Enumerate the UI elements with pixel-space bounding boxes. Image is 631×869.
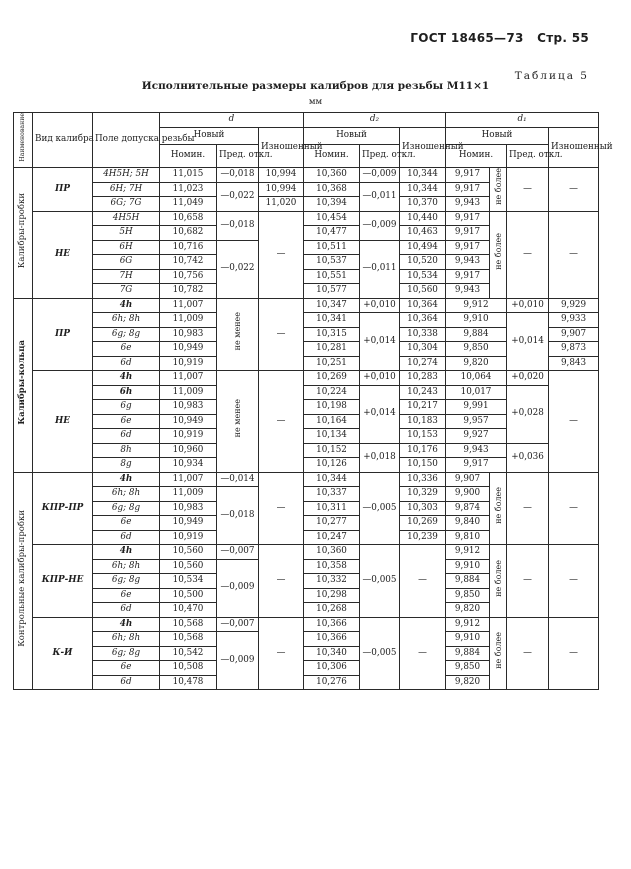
table-cell: 4h bbox=[93, 472, 160, 487]
table-row bbox=[14, 298, 599, 313]
table-cell: 10,949 bbox=[160, 516, 217, 531]
d2-worn-header: Изношенный bbox=[400, 128, 446, 168]
table-cell: 9,917 bbox=[446, 182, 490, 197]
table-cell: 10,508 bbox=[160, 661, 217, 676]
table-cell: 10,364 bbox=[400, 313, 446, 328]
col-d-header: d bbox=[160, 113, 304, 128]
table-cell: 10,224 bbox=[304, 385, 360, 400]
table-cell: — bbox=[507, 617, 549, 690]
table-cell: —0,018 bbox=[217, 168, 259, 183]
table-cell: — bbox=[507, 472, 549, 545]
table-cell: 10,347 bbox=[304, 298, 360, 313]
standard-number: ГОСТ 18465—73 bbox=[410, 31, 524, 45]
table-cell: 6e bbox=[93, 588, 160, 603]
table-cell: —0,011 bbox=[360, 240, 400, 298]
table-cell: — bbox=[400, 617, 446, 690]
table-row bbox=[14, 545, 599, 560]
table-cell: 4H5H; 5H bbox=[93, 168, 160, 183]
d-dev-header: Пред. откл. bbox=[217, 145, 259, 168]
table-cell: 9,840 bbox=[446, 516, 490, 531]
table-cell: 9,873 bbox=[549, 342, 599, 357]
table-cell: 9,912 bbox=[446, 545, 490, 560]
table-cell: 10,949 bbox=[160, 414, 217, 429]
table-cell: 10,164 bbox=[304, 414, 360, 429]
table-row bbox=[14, 168, 599, 183]
table-cell: 10,960 bbox=[160, 443, 217, 458]
table-cell: — bbox=[259, 617, 304, 690]
table-cell: 6H; 7H bbox=[93, 182, 160, 197]
col-tolerance-header: Поле допуска резьбы bbox=[93, 113, 160, 168]
table-cell: 7H bbox=[93, 269, 160, 284]
table-cell: +0,014 bbox=[507, 313, 549, 371]
table-cell: — bbox=[507, 211, 549, 298]
table-cell: 10,534 bbox=[160, 574, 217, 589]
table-cell: 9,910 bbox=[446, 313, 507, 328]
d1-dev-header: Пред. откл. bbox=[507, 145, 549, 168]
table-cell: 9,917 bbox=[446, 226, 490, 241]
table-cell: 10,560 bbox=[160, 559, 217, 574]
table-cell: 10,315 bbox=[304, 327, 360, 342]
table-cell: 10,341 bbox=[304, 313, 360, 328]
table-cell: 10,281 bbox=[304, 342, 360, 357]
table-cell: 10,511 bbox=[304, 240, 360, 255]
d1-worn-header: Изношенный bbox=[549, 128, 599, 168]
table-cell: 9,933 bbox=[549, 313, 599, 328]
table-cell: 10,017 bbox=[446, 385, 507, 400]
table-cell: 10,360 bbox=[304, 545, 360, 560]
table-cell: 6d bbox=[93, 603, 160, 618]
table-cell: +0,010 bbox=[507, 298, 549, 313]
d2-nominal-header: Номин. bbox=[304, 145, 360, 168]
table-cell: 6h; 8h bbox=[93, 313, 160, 328]
table-cell: 6g; 8g bbox=[93, 327, 160, 342]
table-cell: 10,303 bbox=[400, 501, 446, 516]
table-cell: 10,283 bbox=[400, 371, 446, 386]
table-cell: — bbox=[549, 168, 599, 212]
table-cell: 10,494 bbox=[400, 240, 446, 255]
table-cell: 9,943 bbox=[446, 255, 490, 270]
table-cell: 9,912 bbox=[446, 617, 490, 632]
table-cell: 6g; 8g bbox=[93, 501, 160, 516]
table-cell: 11,007 bbox=[160, 472, 217, 487]
d2-dev-header: Пред. откл. bbox=[360, 145, 400, 168]
table-cell: 9,929 bbox=[549, 298, 599, 313]
d-new-header: Новый bbox=[160, 128, 259, 145]
table-caption: Исполнительные размеры калибров для резьбы M11×1 bbox=[141, 80, 490, 92]
table-cell: 11,007 bbox=[160, 298, 217, 313]
table-row bbox=[14, 617, 599, 632]
group-plugs: Калибры-пробки bbox=[14, 168, 33, 299]
kind-ne: НЕ bbox=[33, 371, 93, 473]
table-cell: 11,015 bbox=[160, 168, 217, 183]
kind-pr: ПР bbox=[33, 168, 93, 212]
table-cell: —0,018 bbox=[217, 487, 259, 545]
table-cell: 9,850 bbox=[446, 661, 490, 676]
note-not-more: не более bbox=[490, 168, 507, 212]
col-d2-header: d₂ bbox=[304, 113, 446, 128]
table-cell: 6d bbox=[93, 356, 160, 371]
table-cell: — bbox=[507, 168, 549, 212]
table-cell: — bbox=[259, 298, 304, 371]
table-cell: 10,338 bbox=[400, 327, 446, 342]
table-cell: —0,022 bbox=[217, 182, 259, 211]
table-cell: 10,682 bbox=[160, 226, 217, 241]
table-cell: 10,337 bbox=[304, 487, 360, 502]
table-cell: +0,028 bbox=[507, 385, 549, 443]
table-cell: —0,011 bbox=[360, 182, 400, 211]
kind-ne: НЕ bbox=[33, 211, 93, 298]
table-cell: 10,560 bbox=[400, 284, 446, 299]
d1-new-header: Новый bbox=[446, 128, 549, 145]
table-row bbox=[14, 443, 599, 458]
table-cell: —0,022 bbox=[217, 240, 259, 298]
table-cell: 10,994 bbox=[259, 168, 304, 183]
table-cell: 6d bbox=[93, 530, 160, 545]
table-cell: 10,560 bbox=[160, 545, 217, 560]
table-cell: 9,874 bbox=[446, 501, 490, 516]
table-cell: 6h bbox=[93, 385, 160, 400]
table-cell: 10,126 bbox=[304, 458, 360, 473]
table-cell: 9,943 bbox=[446, 197, 490, 212]
table-cell: 10,298 bbox=[304, 588, 360, 603]
table-cell: 10,344 bbox=[304, 472, 360, 487]
table-cell: 11,020 bbox=[259, 197, 304, 212]
table-cell: —0,009 bbox=[217, 559, 259, 617]
kind-kpr-pr: КПР-ПР bbox=[33, 472, 93, 545]
table-cell: 10,454 bbox=[304, 211, 360, 226]
table-cell: 10,756 bbox=[160, 269, 217, 284]
table-row bbox=[14, 371, 599, 386]
table-cell: — bbox=[259, 472, 304, 545]
table-cell: 6g; 8g bbox=[93, 574, 160, 589]
table-cell: 10,251 bbox=[304, 356, 360, 371]
table-cell: +0,018 bbox=[360, 443, 400, 472]
table-cell: 10,542 bbox=[160, 646, 217, 661]
col-kind-header: Вид калибра bbox=[33, 113, 93, 168]
table-cell: — bbox=[549, 617, 599, 690]
table-cell: 8g bbox=[93, 458, 160, 473]
note-not-more: не более bbox=[490, 211, 507, 298]
table-cell: 9,850 bbox=[446, 342, 507, 357]
table-cell: 9,907 bbox=[446, 472, 490, 487]
d1-nominal-header: Номин. bbox=[446, 145, 507, 168]
table-cell: 10,176 bbox=[400, 443, 446, 458]
table-cell: 5H bbox=[93, 226, 160, 241]
page-number: Стр. 55 bbox=[537, 31, 589, 45]
table-cell: 9,957 bbox=[446, 414, 507, 429]
table-cell: 9,991 bbox=[446, 400, 507, 415]
table-cell: —0,009 bbox=[360, 211, 400, 240]
table-cell: 10,152 bbox=[304, 443, 360, 458]
table-cell: 6d bbox=[93, 429, 160, 444]
table-cell: +0,014 bbox=[360, 385, 400, 443]
table-cell: —0,005 bbox=[360, 472, 400, 545]
table-cell: 11,049 bbox=[160, 197, 217, 212]
table-cell: 10,150 bbox=[400, 458, 446, 473]
table-cell: 11,023 bbox=[160, 182, 217, 197]
table-cell: 10,364 bbox=[400, 298, 446, 313]
table-cell: 9,820 bbox=[446, 603, 490, 618]
table-cell: —0,009 bbox=[217, 632, 259, 690]
table-cell: +0,020 bbox=[507, 371, 549, 386]
table-cell: 6H bbox=[93, 240, 160, 255]
table-cell: 10,658 bbox=[160, 211, 217, 226]
table-cell: 10,360 bbox=[304, 168, 360, 183]
table-cell: 10,336 bbox=[400, 472, 446, 487]
table-cell: 6G; 7G bbox=[93, 197, 160, 212]
table-cell: 10,368 bbox=[304, 182, 360, 197]
table-cell: 9,884 bbox=[446, 327, 507, 342]
table-cell: 10,782 bbox=[160, 284, 217, 299]
table-cell: —0,018 bbox=[217, 211, 259, 240]
table-cell: 10,919 bbox=[160, 530, 217, 545]
kind-pr: ПР bbox=[33, 298, 93, 371]
table-cell: +0,010 bbox=[360, 298, 400, 313]
group-control-plugs: Контрольные калибры-пробки bbox=[14, 472, 33, 690]
table-cell: 9,884 bbox=[446, 574, 490, 589]
table-cell: 10,064 bbox=[446, 371, 507, 386]
table-cell: 10,332 bbox=[304, 574, 360, 589]
table-cell: 10,370 bbox=[400, 197, 446, 212]
table-cell: 10,183 bbox=[400, 414, 446, 429]
table-cell: 10,919 bbox=[160, 356, 217, 371]
note-not-more: не более bbox=[490, 545, 507, 618]
table-cell: 10,217 bbox=[400, 400, 446, 415]
table-cell: 10,134 bbox=[304, 429, 360, 444]
table-unit: мм bbox=[308, 97, 323, 107]
table-cell: 10,269 bbox=[400, 516, 446, 531]
col-d1-header: d₁ bbox=[446, 113, 599, 128]
table-cell: 10,366 bbox=[304, 617, 360, 632]
table-cell: — bbox=[549, 545, 599, 618]
table-row bbox=[14, 211, 599, 226]
table-cell: 9,910 bbox=[446, 559, 490, 574]
table-cell: 9,917 bbox=[446, 240, 490, 255]
table-cell: 9,917 bbox=[446, 168, 490, 183]
table-cell: 10,478 bbox=[160, 675, 217, 690]
table-cell: 10,153 bbox=[400, 429, 446, 444]
table-cell: — bbox=[549, 371, 599, 473]
table-cell: 10,247 bbox=[304, 530, 360, 545]
table-cell: 10,366 bbox=[304, 632, 360, 647]
table-cell: 6g; 8g bbox=[93, 646, 160, 661]
table-cell: 9,900 bbox=[446, 487, 490, 502]
table-cell: 9,927 bbox=[446, 429, 507, 444]
table-cell: 10,470 bbox=[160, 603, 217, 618]
table-cell: 9,910 bbox=[446, 632, 490, 647]
table-cell: — bbox=[400, 545, 446, 618]
table-cell: +0,010 bbox=[360, 371, 400, 386]
table-cell: — bbox=[549, 211, 599, 298]
table-cell: 9,943 bbox=[446, 284, 490, 299]
table-cell: 10,394 bbox=[304, 197, 360, 212]
table-cell: 6h; 8h bbox=[93, 487, 160, 502]
table-cell: 10,198 bbox=[304, 400, 360, 415]
group-rings: Калибры-кольца bbox=[14, 298, 33, 472]
table-cell: 11,009 bbox=[160, 487, 217, 502]
table-cell: 6h; 8h bbox=[93, 632, 160, 647]
table-cell: 10,568 bbox=[160, 617, 217, 632]
table-cell: —0,007 bbox=[217, 617, 259, 632]
table-cell: +0,014 bbox=[360, 313, 400, 371]
gauge-dimensions-table bbox=[13, 112, 613, 690]
table-row bbox=[14, 385, 599, 400]
table-cell: 10,500 bbox=[160, 588, 217, 603]
table-cell: —0,005 bbox=[360, 617, 400, 690]
table-cell: 10,983 bbox=[160, 501, 217, 516]
table-cell: 10,716 bbox=[160, 240, 217, 255]
table-cell: 6d bbox=[93, 675, 160, 690]
table-cell: 6g bbox=[93, 400, 160, 415]
table-cell: 10,269 bbox=[304, 371, 360, 386]
table-cell: 6e bbox=[93, 661, 160, 676]
table-cell: 10,344 bbox=[400, 168, 446, 183]
kind-k-i: К-И bbox=[33, 617, 93, 690]
table-cell: 4h bbox=[93, 298, 160, 313]
table-cell: 10,994 bbox=[259, 182, 304, 197]
table-cell: 8h bbox=[93, 443, 160, 458]
kind-kpr-ne: КПР-НЕ bbox=[33, 545, 93, 618]
table-cell: 6e bbox=[93, 516, 160, 531]
page-header bbox=[410, 31, 589, 45]
note-not-more: не более bbox=[490, 617, 507, 690]
table-cell: 10,477 bbox=[304, 226, 360, 241]
table-cell: 9,917 bbox=[446, 211, 490, 226]
table-cell: — bbox=[507, 545, 549, 618]
table-cell: 10,276 bbox=[304, 675, 360, 690]
table-cell: 10,551 bbox=[304, 269, 360, 284]
table-cell: 10,340 bbox=[304, 646, 360, 661]
table-cell: — bbox=[259, 371, 304, 473]
table-cell: 10,239 bbox=[400, 530, 446, 545]
table-cell: 11,009 bbox=[160, 385, 217, 400]
table-row bbox=[14, 313, 599, 328]
table-cell: —0,009 bbox=[360, 168, 400, 183]
table-cell: —0,007 bbox=[217, 545, 259, 560]
note-not-less: не менее bbox=[217, 371, 259, 473]
table-cell: 4h bbox=[93, 545, 160, 560]
table-cell: 4H5H bbox=[93, 211, 160, 226]
table-cell: 9,810 bbox=[446, 530, 490, 545]
table-cell: 10,311 bbox=[304, 501, 360, 516]
table-cell: 10,568 bbox=[160, 632, 217, 647]
table-cell: 10,934 bbox=[160, 458, 217, 473]
table-cell: 10,537 bbox=[304, 255, 360, 270]
table-cell: 9,917 bbox=[446, 458, 507, 473]
table-cell: 10,344 bbox=[400, 182, 446, 197]
table-cell: 9,884 bbox=[446, 646, 490, 661]
table-cell: 9,820 bbox=[446, 356, 507, 371]
table-cell: 4h bbox=[93, 371, 160, 386]
table-cell: 6G bbox=[93, 255, 160, 270]
note-not-more: не более bbox=[490, 472, 507, 545]
col-name-header: Наименование bbox=[14, 113, 33, 168]
d-worn-header: Изношенный bbox=[259, 128, 304, 168]
table-number: Таблица 5 bbox=[514, 70, 589, 82]
table-cell: 9,943 bbox=[446, 443, 507, 458]
table-cell: — bbox=[259, 545, 304, 618]
table-cell: 10,440 bbox=[400, 211, 446, 226]
table-cell: 9,912 bbox=[446, 298, 507, 313]
table-cell: 4h bbox=[93, 617, 160, 632]
table-cell: 10,983 bbox=[160, 400, 217, 415]
table-cell: 10,304 bbox=[400, 342, 446, 357]
table-cell: — bbox=[549, 472, 599, 545]
table-cell: 10,534 bbox=[400, 269, 446, 284]
table-cell: —0,014 bbox=[217, 472, 259, 487]
table-cell: 10,520 bbox=[400, 255, 446, 270]
d-nominal-header: Номин. bbox=[160, 145, 217, 168]
table-cell: 10,358 bbox=[304, 559, 360, 574]
table-cell: +0,036 bbox=[507, 443, 549, 472]
table-row bbox=[14, 472, 599, 487]
table-cell: 11,009 bbox=[160, 313, 217, 328]
table-cell: 6h; 8h bbox=[93, 559, 160, 574]
table-cell: 9,843 bbox=[549, 356, 599, 371]
table-cell: 9,917 bbox=[446, 269, 490, 284]
table-cell: 10,463 bbox=[400, 226, 446, 241]
d2-new-header: Новый bbox=[304, 128, 400, 145]
table-cell: 10,274 bbox=[400, 356, 446, 371]
table-cell: — bbox=[259, 211, 304, 298]
table-cell: 10,268 bbox=[304, 603, 360, 618]
table-cell: 10,949 bbox=[160, 342, 217, 357]
table-cell: 10,983 bbox=[160, 327, 217, 342]
table-cell: 7G bbox=[93, 284, 160, 299]
table-cell: 6e bbox=[93, 414, 160, 429]
table-cell: 10,919 bbox=[160, 429, 217, 444]
table-cell: 10,742 bbox=[160, 255, 217, 270]
table-cell: 9,907 bbox=[549, 327, 599, 342]
table-cell: —0,005 bbox=[360, 545, 400, 618]
note-not-less: не менее bbox=[217, 298, 259, 371]
table-cell: 10,306 bbox=[304, 661, 360, 676]
table-cell: 6e bbox=[93, 342, 160, 357]
table-cell: 9,850 bbox=[446, 588, 490, 603]
table-cell: 10,577 bbox=[304, 284, 360, 299]
table-cell: 10,329 bbox=[400, 487, 446, 502]
table-cell: 10,277 bbox=[304, 516, 360, 531]
table-cell: 10,243 bbox=[400, 385, 446, 400]
table-cell: 9,820 bbox=[446, 675, 490, 690]
table-cell: 11,007 bbox=[160, 371, 217, 386]
